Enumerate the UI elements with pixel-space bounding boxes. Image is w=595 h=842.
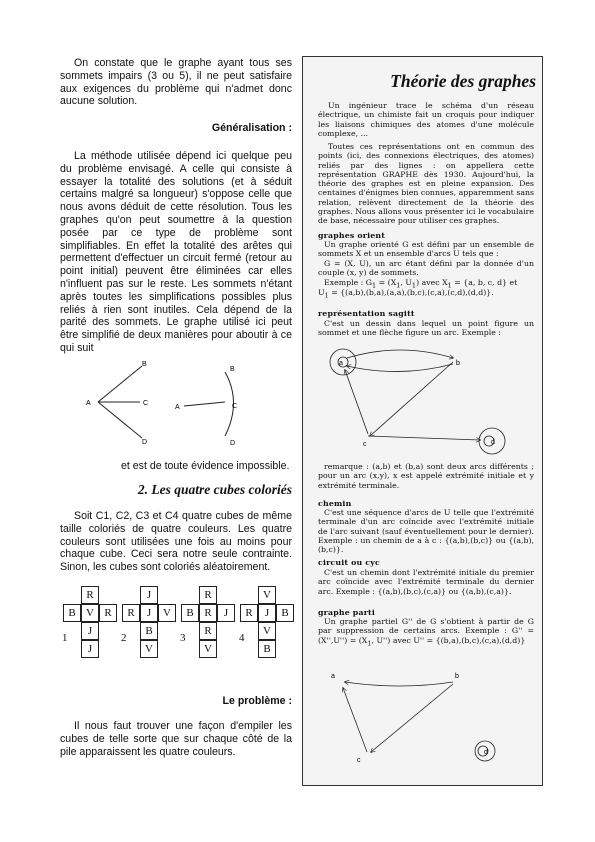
oriente-exemple: Exemple : $G_1 = (X_1$, $U_1$) avec $X_1 = \{a$, b, c, d} et: [324, 278, 518, 290]
node-label-b: b: [455, 673, 459, 680]
oriente-definition: Un graphe orienté G est défini par un ensemble de sommets X et un ensemble d'arcs U tels que :: [318, 240, 534, 259]
cube-face-back: B: [258, 640, 276, 658]
heading-graphe-partiel: graphe parti: [318, 608, 375, 617]
sagittal-graph-figure: [325, 342, 525, 457]
cube-face-left: R: [122, 604, 140, 622]
graph-label-a: A: [86, 400, 91, 407]
graph-label-d: D: [230, 440, 236, 447]
sidebar-representations: Toutes ces représentations ont en commun des points (ici, des connexions électriques, des atomes) reliés par des lignes : on appellera cette représentation GRAPHE dès 1930. Aujourd'hui, la théorie des graphes est en pleine expansion. Des centaines d'énigmes bien connues, apparemment sans relation, relèvent directement de la théorie des graphes. Nous allons vous présenter ici le vocabulaire de base, nécessaire pour utiliser ces graphes.: [318, 142, 534, 226]
graph-label-d: D: [142, 439, 148, 446]
graph-arc: [175, 366, 237, 447]
cube-number: 3: [180, 632, 186, 644]
cube-face-center: R: [199, 604, 217, 622]
intro-paragraph: On constate que le graphe ayant tous ses sommets impairs (3 ou 5), il ne peut satisfaire aux exigences du problème qui n'admet donc aucune solution.: [60, 57, 292, 108]
probleme-heading: Le problème :: [222, 695, 292, 707]
chemin-text: C'est une séquence d'arcs de U telle que l'extrémité terminale d'un arc coïncide avec l'extrémité initiale de l'arc suivant (sauf éventuellement pour le dernier). Exemple : un chemin de a à c : {(a,b),(b,c)} ou {(a,b),(b,c)}.: [318, 508, 534, 555]
cube-face-bottom: J: [81, 622, 99, 640]
heading-circuit: circuit ou cyc: [318, 558, 380, 567]
cube-face-top: R: [199, 586, 217, 604]
cube-face-top: V: [258, 586, 276, 604]
circuit-text: C'est un chemin dont l'extrémité initiale du premier arc coïncide avec l'extrémité terminale du dernier arc. Exemple : {(a,b),(b,c),(c,a)} ou {(a,b),(c,a)}.: [318, 568, 534, 596]
node-label-c: c: [357, 757, 361, 764]
cube-face-right: J: [217, 604, 235, 622]
impossible-line: et est de toute évidence impossible.: [121, 460, 290, 472]
cube-face-center: V: [81, 604, 99, 622]
cube-number: 2: [121, 632, 127, 644]
node-label-a: a: [331, 673, 335, 680]
oriente-couple: G = (X, U), un arc étant défini par la donnée d'un couple (x, y) de sommets.: [318, 259, 534, 278]
node-label-c: c: [363, 441, 367, 448]
probleme-paragraph: Il nous faut trouver une façon d'empiler les cubes de telle sorte que sur chaque côté de la pile apparaissent les quatre couleurs.: [60, 720, 292, 758]
cube-face-right: B: [276, 604, 294, 622]
cube-face-right: V: [158, 604, 176, 622]
simplified-graphs-figure: [80, 358, 260, 448]
cube-face-back: V: [140, 640, 158, 658]
cubes-paragraph: Soit C1, C2, C3 et C4 quatre cubes de même taille coloriés de quatre couleurs. Les quatre couleurs sont utilisées une fois au moins pour chaque cube. Ceci sera notre seule contrainte. Sinon, les cubes sont coloriés aléatoirement.: [60, 510, 292, 574]
node-label-d: d: [491, 439, 495, 446]
oriente-arcs: $U_1 = \{(a,b),(b,a),(a,a),(b,c),(c,a),(c,d),(d,d)\}$.: [318, 288, 494, 300]
sidebar-title: Théorie des graphes: [390, 71, 536, 91]
partiel-text: Un graphe partiel G'' de G s'obtient à partir de G par suppression de certains arcs. Exemple : $G'' = (X'',U'') = (X_1$, U'') avec U'' = {(b,a),(b,c),(c,a),(d,d)}: [318, 617, 534, 648]
cube-number: 1: [62, 632, 68, 644]
node-label-b: b: [456, 360, 460, 367]
cube-face-bottom: B: [140, 622, 158, 640]
cube-face-left: B: [181, 604, 199, 622]
heading-chemin: chemin: [318, 499, 352, 508]
heading-representation-sagittale: représentation sagitt: [318, 309, 415, 318]
cube-face-top: R: [81, 586, 99, 604]
graph-label-b: B: [142, 361, 147, 368]
cube-face-center: J: [258, 604, 276, 622]
heading-graphes-orientes: graphes orient: [318, 231, 386, 240]
cube-face-left: R: [240, 604, 258, 622]
cube-face-top: J: [140, 586, 158, 604]
cube-face-bottom: V: [258, 622, 276, 640]
sagittale-text: C'est un dessin dans lequel un point figure un sommet et une flèche figure un arc. Exemple :: [318, 319, 534, 338]
remarque-text: remarque : (a,b) et (b,a) sont deux arcs différents ; pour un arc (x,y), x est appelé extrémité initiale et y extrémité terminale.: [318, 462, 534, 490]
generalisation-heading: Généralisation :: [211, 122, 292, 134]
cube-face-back: J: [81, 640, 99, 658]
graph-label-c: C: [232, 403, 238, 410]
graph-label-c: C: [143, 400, 149, 407]
partial-graph-figure: [325, 664, 525, 769]
graph-label-a: A: [175, 404, 180, 411]
graph-star: [86, 361, 148, 446]
graph-label-b: B: [230, 366, 235, 373]
cube-face-right: R: [99, 604, 117, 622]
section-heading: 2. Les quatre cubes coloriés: [137, 482, 292, 497]
cube-number: 4: [239, 632, 245, 644]
cube-face-back: V: [199, 640, 217, 658]
node-label-d: d: [484, 749, 488, 756]
node-label-a: a: [339, 360, 343, 367]
cube-face-center: J: [140, 604, 158, 622]
generalisation-paragraph: La méthode utilisée dépend ici quelque peu du problème envisagé. A celle qui consiste à essayer la totalité des solutions (et à séduit certains malgré sa longueur) s'oppose celle que nous avons déduit de cette résolution. Tous les graphes qu'on peut soumettre à la question posée par ce type de problème sont simplifiables. En effet la totalité des arêtes qui permettent d'effectuer un circuit fermé (retour au point initial) peuvent être éliminées car elles n'influent pas sur le reste. Les sommets n'étant après toutes les simplifications possibles plus reliés à rien sont inutiles. Cela dépend de la parité des sommets. Le graphe utilisé ici peut être simplifié de deux manières pour aboutir à ce qui suit: [60, 150, 292, 354]
sidebar-intro: Un ingénieur trace le schéma d'un réseau électrique, un chimiste fait un croquis pour indiquer les liaisons chimiques des atomes d'une molécule complexe, ...: [318, 101, 534, 138]
cube-face-left: B: [63, 604, 81, 622]
cube-face-bottom: R: [199, 622, 217, 640]
